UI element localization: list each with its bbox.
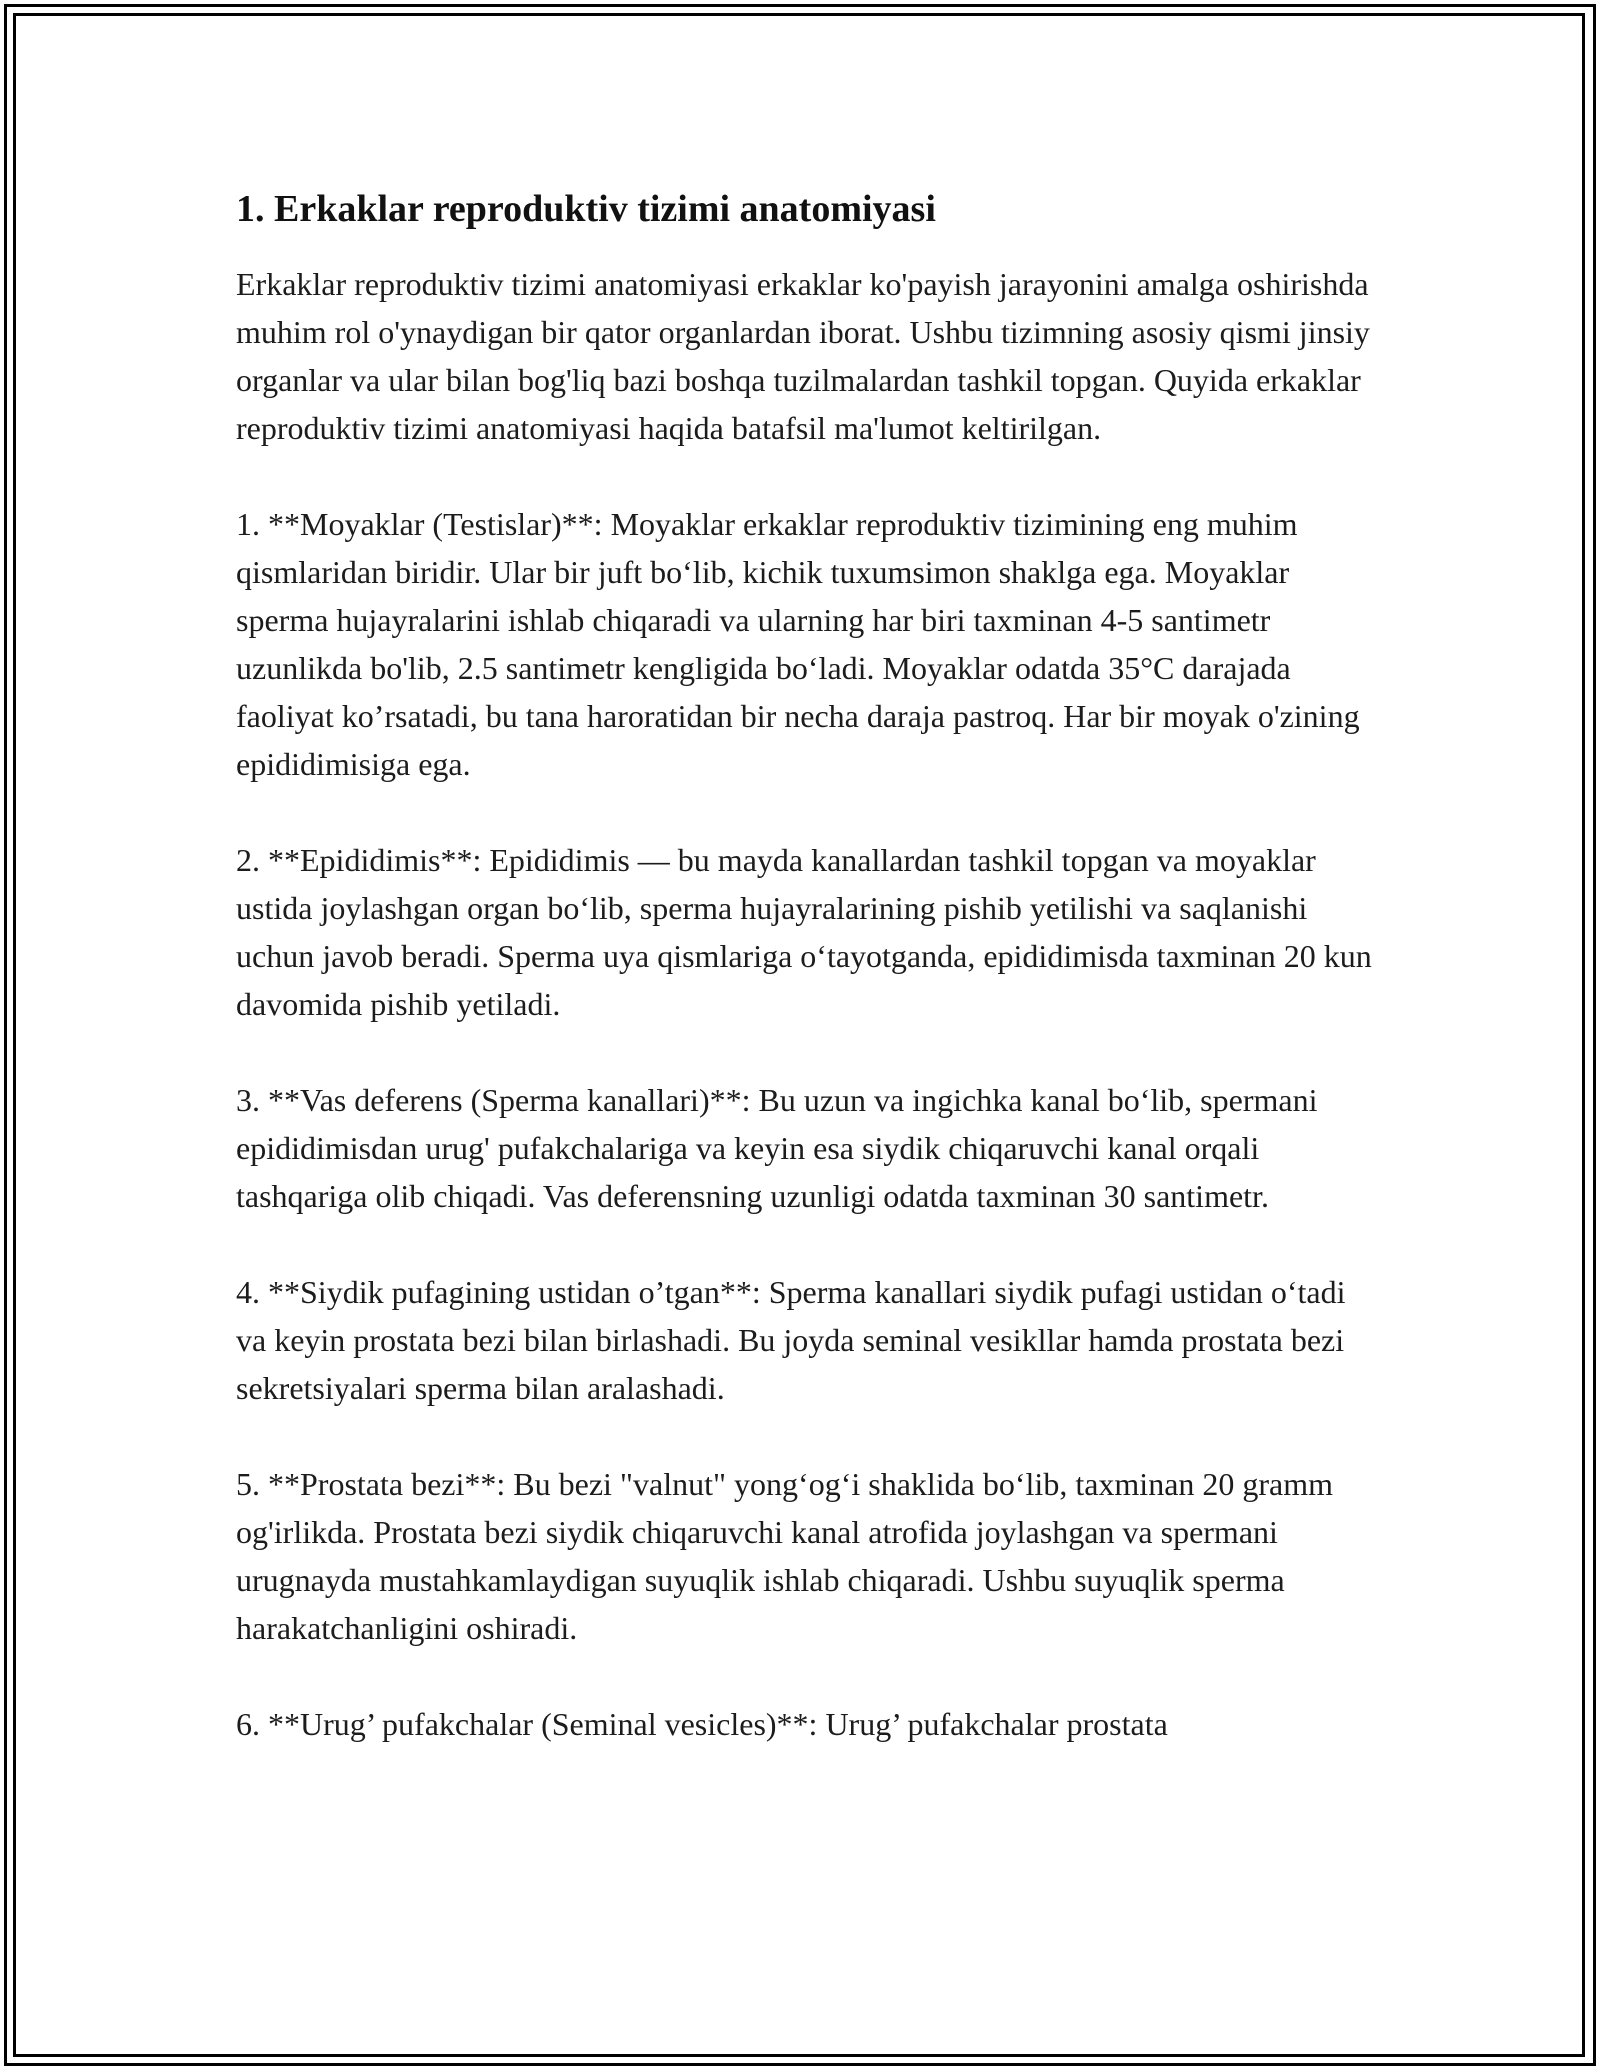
paragraph-epididimis: 2. **Epididimis**: Epididimis — bu mayda kanallardan tashkil topgan va moyaklar ustida joylashgan organ bo‘lib, sperma hujayralarining pishib yetilishi va saqlanishi uchun javob beradi. Sperma uya qismlariga o‘tayotganda, epididimisda taxminan 20 kun davomida pishib yetiladi. xyxy=(236,842,1372,1022)
paragraph-moyaklar: 1. **Moyaklar (Testislar)**: Moyaklar erkaklar reproduktiv tizimining eng muhim qismlaridan biridir. Ular bir juft bo‘lib, kichik tuxumsimon shaklga ega. Moyaklar sperma hujayralarini ishlab chiqaradi va ularning har biri taxminan 4-5 santimetr uzunlikda bo'lib, 2.5 santimetr kengligida bo‘ladi. Moyaklar odatda 35°C darajada faoliyat ko’rsatadi, bu tana haroratidan bir necha daraja pastroq. Har bir moyak o'zining epididimisiga ega. xyxy=(236,506,1360,782)
paragraph-siydik-pufagi: 4. **Siydik pufagining ustidan o’tgan**: Sperma kanallari siydik pufagi ustidan o‘tadi va keyin prostata bezi bilan birlashadi. Bu joyda seminal vesikllar hamda prostata bezi sekretsiyalari sperma bilan aralashadi. xyxy=(236,1274,1346,1406)
document-heading: 1. Erkaklar reproduktiv tizimi anatomiyasi xyxy=(236,188,936,230)
paragraph-prostata: 5. **Prostata bezi**: Bu bezi "valnut" yong‘og‘i shaklida bo‘lib, taxminan 20 gramm og'irlikda. Prostata bezi siydik chiqaruvchi kanal atrofida joylashgan va spermani urugnayda mustahkamlaydigan suyuqlik ishlab chiqaradi. Ushbu suyuqlik sperma harakatchanligini oshiradi. xyxy=(236,1466,1334,1646)
paragraph-vas-deferens: 3. **Vas deferens (Sperma kanallari)**: Bu uzun va ingichka kanal bo‘lib, spermani epididimisdan urug' pufakchalariga va keyin esa siydik chiqaruvchi kanal orqali tashqariga olib chiqadi. Vas deferensning uzunligi odatda taxminan 30 santimetr. xyxy=(236,1082,1318,1214)
document-body xyxy=(236,186,1376,1748)
paragraph-intro: Erkaklar reproduktiv tizimi anatomiyasi erkaklar ko'payish jarayonini amalga oshirishda muhim rol o'ynaydigan bir qator organlardan iborat. Ushbu tizimning asosiy qismi jinsiy organlar va ular bilan bog'liq bazi boshqa tuzilmalardan tashkil topgan. Quyida erkaklar reproduktiv tizimi anatomiyasi haqida batafsil ma'lumot keltirilgan. xyxy=(236,266,1370,446)
paragraph-urug-pufakchalar: 6. **Urug’ pufakchalar (Seminal vesicles)**: Urug’ pufakchalar prostata xyxy=(236,1706,1168,1742)
